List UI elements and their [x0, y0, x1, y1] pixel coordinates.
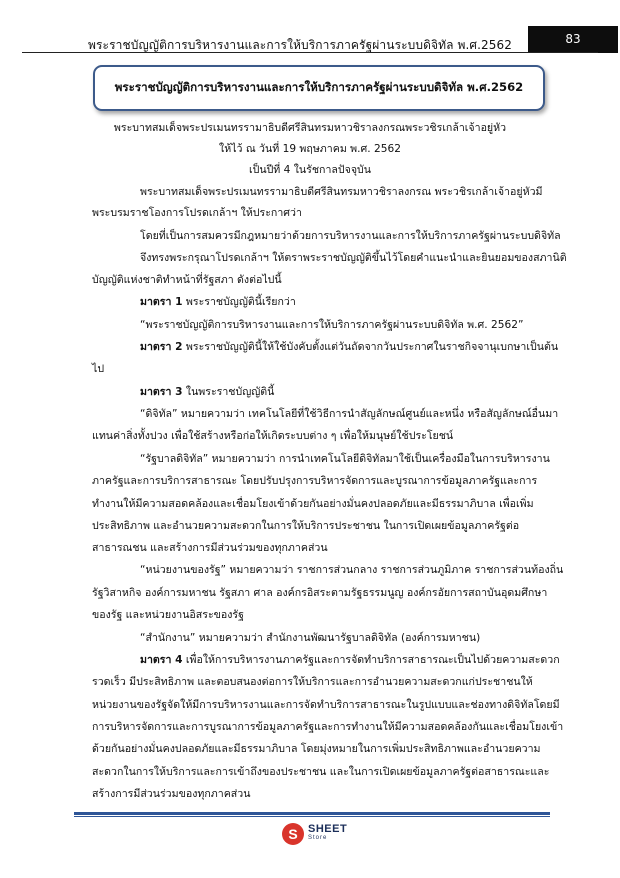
- sheet-store-logo: [282, 820, 362, 848]
- page-number: 83: [528, 26, 618, 53]
- body-line: ด้วยกันอย่างมั่นคงปลอดภัยและมีธรรมาภิบาล โดยมุ่งหมายในการเพิ่มประสิทธิภาพและอำนวยความ: [92, 743, 541, 755]
- section-text: เพื่อให้การบริหารงานภาครัฐและการจัดทำบริการสาธารณะเป็นไปด้วยความสะดวก: [185, 654, 560, 666]
- body-line: “รัฐบาลดิจิทัล” หมายความว่า การนำเทคโนโลยีดิจิทัลมาใช้เป็นเครื่องมือในการบริหารงาน: [140, 453, 550, 465]
- logo-main-text: SHEET: [308, 823, 348, 835]
- body-line: สาธารณชน และสร้างการมีส่วนร่วมของทุกภาคส่วน: [92, 542, 328, 554]
- body-line: จึงทรงพระกรุณาโปรดเกล้าฯ ให้ตราพระราชบัญญัติขึ้นไว้โดยคำแนะนำและยินยอมของสภานิติ: [140, 252, 567, 264]
- title-box: [93, 65, 545, 111]
- body-line: ของรัฐ และหน่วยงานอิสระของรัฐ: [92, 609, 244, 621]
- body-line: ทำงานให้มีความสอดคล้องและเชื่อมโยงเข้าด้วยกันอย่างมั่นคงปลอดภัยและมีธรรมาภิบาล เพื่อเพิ่ม: [92, 498, 534, 510]
- body-line: บัญญัติแห่งชาติทำหน้าที่รัฐสภา ดังต่อไปนี้: [92, 274, 282, 286]
- body-line: “พระราชบัญญัติการบริหารงานและการให้บริการภาครัฐผ่านระบบดิจิทัล พ.ศ. 2562”: [140, 319, 524, 331]
- body-line: ไป: [92, 363, 105, 375]
- section-label: มาตรา 1: [140, 296, 183, 308]
- title-box-text: พระราชบัญญัติการบริหารงานและการให้บริการภาครัฐผ่านระบบดิจิทัล พ.ศ.2562: [114, 80, 524, 94]
- header-title: พระราชบัญญัติการบริหารงานและการให้บริการภาครัฐผ่านระบบดิจิทัล พ.ศ.2562: [88, 38, 512, 52]
- body-line: “หน่วยงานของรัฐ” หมายความว่า ราชการส่วนกลาง ราชการส่วนภูมิภาค ราชการส่วนท้องถิ่น: [140, 564, 564, 576]
- body-line: หน่วยงานของรัฐจัดให้มีการบริหารงานและการจัดทำบริการสาธารณะในรูปแบบและช่องทางดิจิทัลโดยมี: [92, 699, 560, 711]
- section-text: ในพระราชบัญญัตินี้: [185, 386, 275, 398]
- section-label: มาตรา 2: [140, 341, 183, 353]
- body-line: การบริหารจัดการและการบูรณาการข้อมูลภาครัฐและการทำงานให้มีความสอดคล้องกันและเชื่อมโยงเข้า: [92, 721, 564, 733]
- section-label: มาตรา 3: [140, 386, 183, 398]
- logo-sub-text: Store: [308, 835, 328, 841]
- body-line: “สำนักงาน” หมายความว่า สำนักงานพัฒนารัฐบาลดิจิทัล (องค์การมหาชน): [140, 632, 481, 644]
- body-line: ให้ไว้ ณ วันที่ 19 พฤษภาคม พ.ศ. 2562: [219, 143, 401, 155]
- section-3-line: [140, 385, 274, 399]
- section-1-line: [140, 295, 296, 309]
- body-line: พระบาทสมเด็จพระปรเมนทรรามาธิบดีศรีสินทรมหาวชิราลงกรณพระวชิรเกล้าเจ้าอยู่หัว: [113, 122, 507, 134]
- body-line: สร้างการมีส่วนร่วมของทุกภาคส่วน: [92, 788, 251, 800]
- body-line: แทนค่าสิ่งทั้งปวง เพื่อใช้สร้างหรือก่อให้เกิดระบบต่าง ๆ เพื่อให้มนุษย์ใช้ประโยชน์: [92, 430, 454, 442]
- body-line: เป็นปีที่ 4 ในรัชกาลปัจจุบัน: [248, 164, 372, 176]
- section-text: พระราชบัญญัตินี้ให้ใช้บังคับตั้งแต่วันถัดจากวันประกาศในราชกิจจานุเบกษาเป็นต้น: [185, 341, 559, 353]
- body-line: สะดวกในการให้บริการและการเข้าถึงของประชาชน และในการเปิดเผยข้อมูลภาครัฐต่อสาธารณะและ: [92, 766, 550, 778]
- body-line: พระบาทสมเด็จพระปรเมนทรรามาธิบดีศรีสินทรมหาวชิราลงกรณ พระวชิรเกล้าเจ้าอยู่หัวมี: [140, 186, 543, 198]
- body-line: ประสิทธิภาพ และอำนวยความสะดวกในการให้บริการประชาชน ในการเปิดเผยข้อมูลภาครัฐต่อ: [92, 520, 520, 532]
- body-line: รวดเร็ว มีประสิทธิภาพ และตอบสนองต่อการให้บริการและการอำนวยความสะดวกแก่ประชาชนให้: [92, 676, 533, 688]
- body-line: ภาครัฐและการบริการสาธารณะ โดยปรับปรุงการบริหารจัดการและบูรณาการข้อมูลภาครัฐและการ: [92, 475, 538, 487]
- header-rule: [22, 52, 598, 53]
- logo-s-icon: S: [282, 823, 304, 845]
- body-line: โดยที่เป็นการสมควรมีกฎหมายว่าด้วยการบริหารงานและการให้บริการภาครัฐผ่านระบบดิจิทัล: [140, 230, 561, 242]
- body-line: พระบรมราชโองการโปรดเกล้าฯ ให้ประกาศว่า: [92, 207, 302, 219]
- footer-rule-thin: [74, 816, 550, 817]
- body-line: “ดิจิทัล” หมายความว่า เทคโนโลยีที่ใช้วิธีการนำสัญลักษณ์ศูนย์และหนึ่ง หรือสัญลักษณ์อื่นมา: [140, 408, 559, 420]
- section-2-line: [140, 340, 558, 354]
- footer-rule: [74, 812, 550, 815]
- section-text: พระราชบัญญัตินี้เรียกว่า: [185, 296, 296, 308]
- section-4-line: [140, 653, 560, 667]
- body-line: รัฐวิสาหกิจ องค์การมหาชน รัฐสภา ศาล องค์กรอิสระตามรัฐธรรมนูญ องค์กรอัยการสถาบันอุดมศึกษา: [92, 587, 548, 599]
- section-label: มาตรา 4: [140, 654, 183, 666]
